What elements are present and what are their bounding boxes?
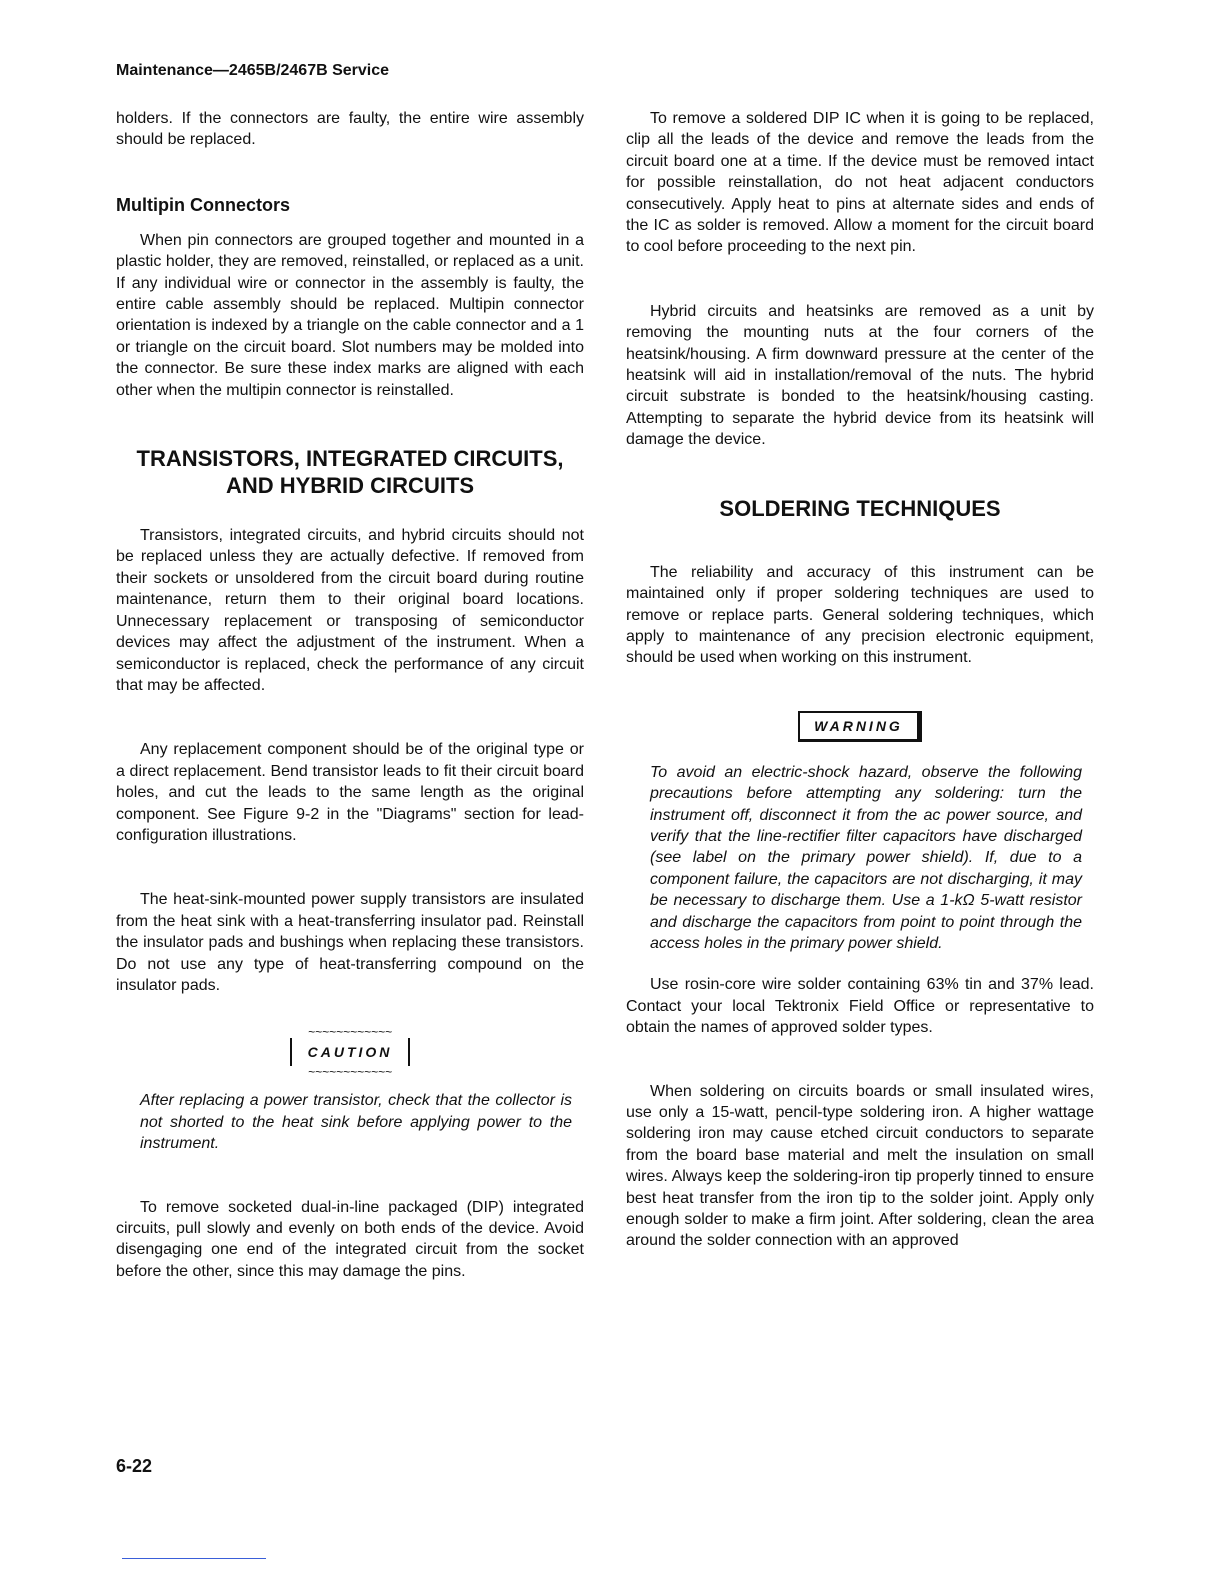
section-heading-multipin: Multipin Connectors [116,194,290,215]
heading-line: AND HYBRID CIRCUITS [225,473,475,499]
paragraph: Any replacement component should be of the original type or a direct replacement. Bend transistor leads to fit their circuit board holes, and cut the leads to the same length as the original component. See Figure 9-2 in the "Diagrams" section for lead-configuration illustrations. [116,741,584,844]
caution-notice [116,1038,584,1066]
right-column [626,108,1094,1252]
section-heading-soldering: SOLDERING TECHNIQUES [719,495,1001,521]
warning-label: WARNING [798,711,922,742]
paragraph: The heat-sink-mounted power supply transistors are insulated from the heat sink with a heat-transferring insulator pad. Reinstall the insulator pads and bushings when replacing these transistors. Do not use any type of heat-transferring compound on the insulator pads. [116,891,584,994]
paragraph: Hybrid circuits and heatsinks are removed as a unit by removing the mounting nuts at the four corners of the heatsink/housing. A firm downward pressure at the center of the heatsink will aid in installation/removal of the nuts. The hybrid circuit substrate is bonded to the heatsink/housing casting. Attempting to separate the hybrid device from its heatsink will damage the device. [626,302,1094,449]
paragraph: When soldering on circuits boards or small insulated wires, use only a 15-watt, pencil-type soldering iron. A higher wattage soldering iron may cause etched circuit conductors to separate from the board base material and melt the insulation on small wires. Always keep the soldering-iron tip properly tinned to ensure best heat transfer from the iron tip to the solder joint. Apply only enough solder to make a firm joint. After soldering, clean the area around the solder connection with an approved [626,1082,1094,1250]
heading-line: TRANSISTORS, INTEGRATED CIRCUITS, [136,446,564,472]
footer-rule [122,1558,266,1559]
page-number: 6-22 [116,1456,153,1476]
running-header: Maintenance—2465B/2467B Service [116,62,390,79]
left-column [116,108,584,1282]
warning-text: To avoid an electric-shock hazard, observe the following precautions before attempting any soldering: turn the instrument off, disconnect it from the ac power source, and verify that the line-rectifier filter capacitors have discharged (see label on the primary power shield). If, due to a component failure, the capacitors are not discharging, it may be necessary to discharge them. Use a 1-kΩ 5-watt resistor and discharge the capacitors from point to point through the access holes in the primary power shield. [650,763,1082,952]
paragraph: Transistors, integrated circuits, and hybrid circuits should not be replaced unless they are actually defective. If removed from their sockets or unsoldered from the circuit board during routine maintenance, return them to their original board locations. Unnecessary replacement or transposing of semiconductor devices may affect the adjustment of the instrument. When a semiconductor is replaced, check the performance of any circuit that may be affected. [116,527,584,694]
paragraph: To remove a soldered DIP IC when it is going to be replaced, clip all the leads of the device and remove the leads from the circuit board one at a time. If the device must be removed intact for possible reinstallation, do not heat adjacent conductors consecutively. Apply heat to pins at alternate sides and ends of the IC as solder is removed. Allow a moment for the circuit board to cool before proceeding to the next pin. [626,110,1094,256]
paragraph: holders. If the connectors are faulty, the entire wire assembly should be replaced. [116,110,584,149]
section-heading-transistors [116,445,584,499]
caution-text: After replacing a power transistor, check that the collector is not shorted to the heat sink before applying power to the instrument. [140,1092,572,1153]
caution-label: ~~~~~ CAUTION ~~~~~ [290,1038,411,1066]
paragraph: Use rosin-core wire solder containing 63% tin and 37% lead. Contact your local Tektronix Field Office or representative to obtain the names of approved solder types. [626,976,1094,1037]
paragraph: To remove socketed dual-in-line packaged (DIP) integrated circuits, pull slowly and evenly on both ends of the device. Avoid disengaging one end of the integrated circuit from the socket before the other, since this may damage the pins. [116,1198,584,1280]
paragraph: The reliability and accuracy of this instrument can be maintained only if proper soldering techniques are used to remove or replace parts. General soldering techniques, which apply to maintenance of any precision electronic equipment, should be used when working on this instrument. [626,563,1094,667]
paragraph: When pin connectors are grouped together and mounted in a plastic holder, they are removed, reinstalled, or replaced as a unit. If any individual wire or connector in the assembly is faulty, the entire cable assembly should be replaced. Multipin connector orientation is indexed by a triangle on the cable connector and a 1 or triangle on the circuit board. Slot numbers may be molded into the connector. Be sure these index marks are aligned with each other when the multipin connector is reinstalled. [116,231,584,399]
warning-notice [626,711,1094,742]
